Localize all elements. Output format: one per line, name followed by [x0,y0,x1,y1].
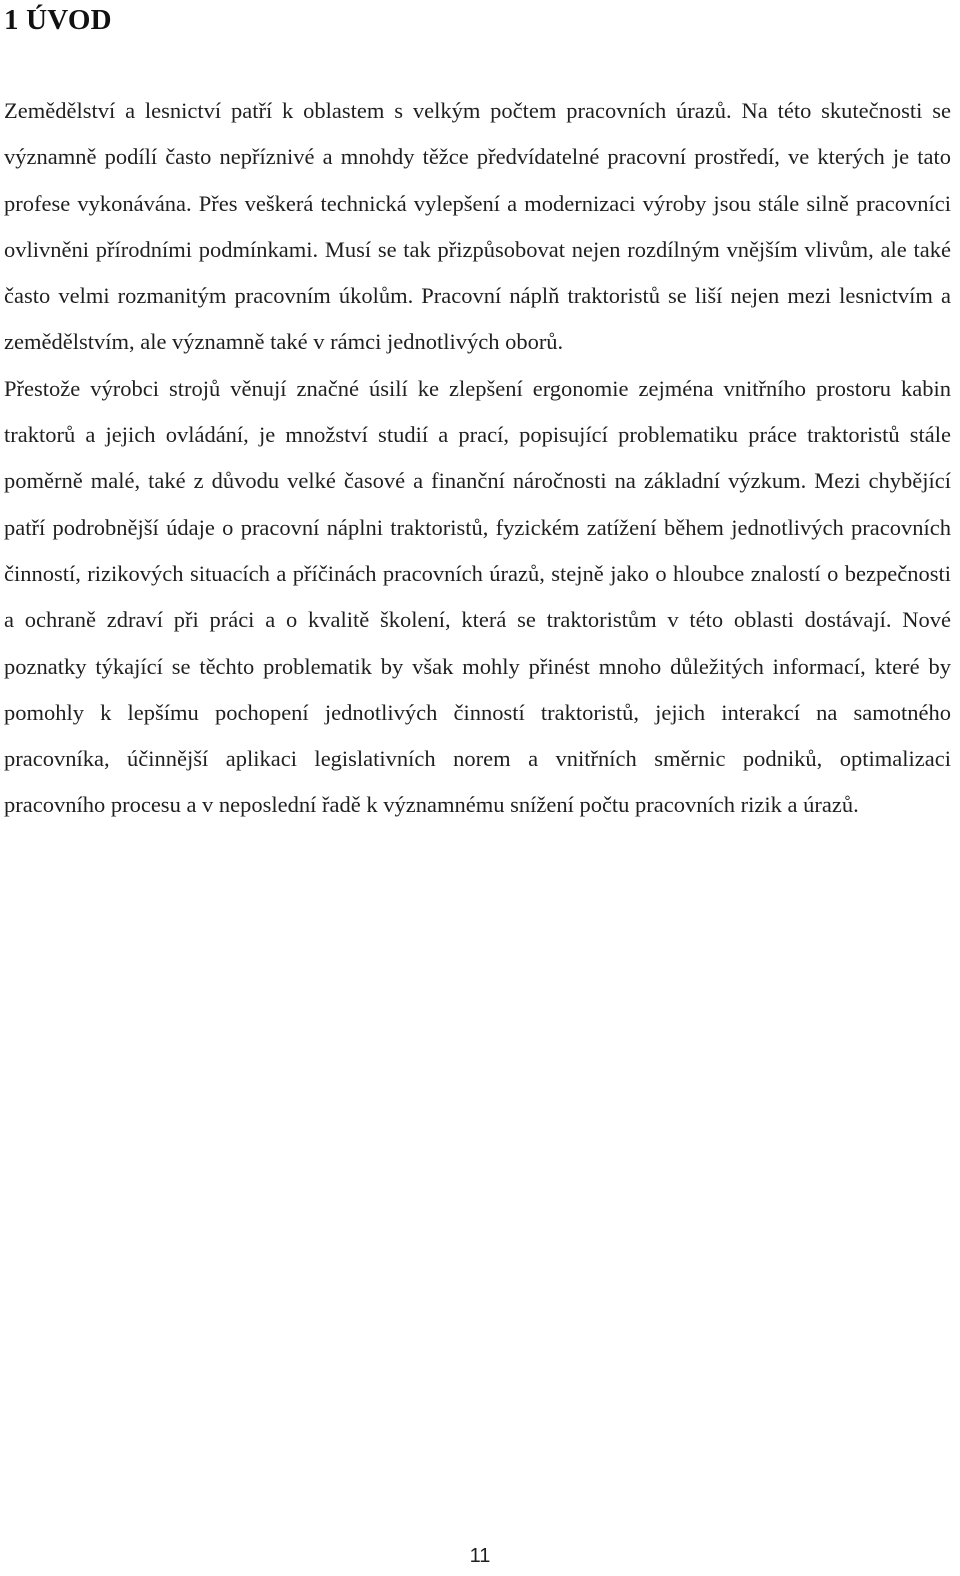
chapter-title: 1 ÚVOD [4,4,112,36]
body-text [4,88,951,829]
paragraph-2: Přestože výrobci strojů věnují značné úsilí ke zlepšení ergonomie zejména vnitřního prostoru kabin traktorů a jejich ovládání, je množství studií a prací, popisující problematiku práce traktoristů stále poměrně malé, také z důvodu velké časové a finanční náročnosti na základní výzkum. Mezi chybějící patří podrobnější údaje o pracovní náplni traktoristů, fyzickém zatížení během jednotlivých pracovních činností, rizikových situacích a příčinách pracovních úrazů, stejně jako o hloubce znalostí o bezpečnosti a ochraně zdraví při práci a o kvalitě školení, která se traktoristům v této oblasti dostávají. Nové poznatky týkající se těchto problematik by však mohly přinést mnoho důležitých informací, které by pomohly k lepšímu pochopení jednotlivých činností traktoristů, jejich interakcí na samotného pracovníka, účinnější aplikaci legislativních norem a vnitřních směrnic podniků, optimalizaci pracovního procesu a v neposlední řadě k významnému snížení počtu pracovních rizik a úrazů. [4,375,951,818]
paragraph-1: Zemědělství a lesnictví patří k oblastem s velkým počtem pracovních úrazů. Na této skutečnosti se významně podílí často nepříznivé a mnohdy těžce předvídatelné pracovní prostředí, ve kterých je tato profese vykonávána. Přes veškerá technická vylepšení a modernizaci výroby jsou stále silně pracovníci ovlivněni přírodními podmínkami. Musí se tak přizpůsobovat nejen rozdílným vnějším vlivům, ale také často velmi rozmanitým pracovním úkolům. Pracovní náplň traktoristů se liší nejen mezi lesnictvím a zemědělstvím, ale významně také v rámci jednotlivých oborů. [4,98,951,355]
page-number: 11 [469,1545,491,1567]
